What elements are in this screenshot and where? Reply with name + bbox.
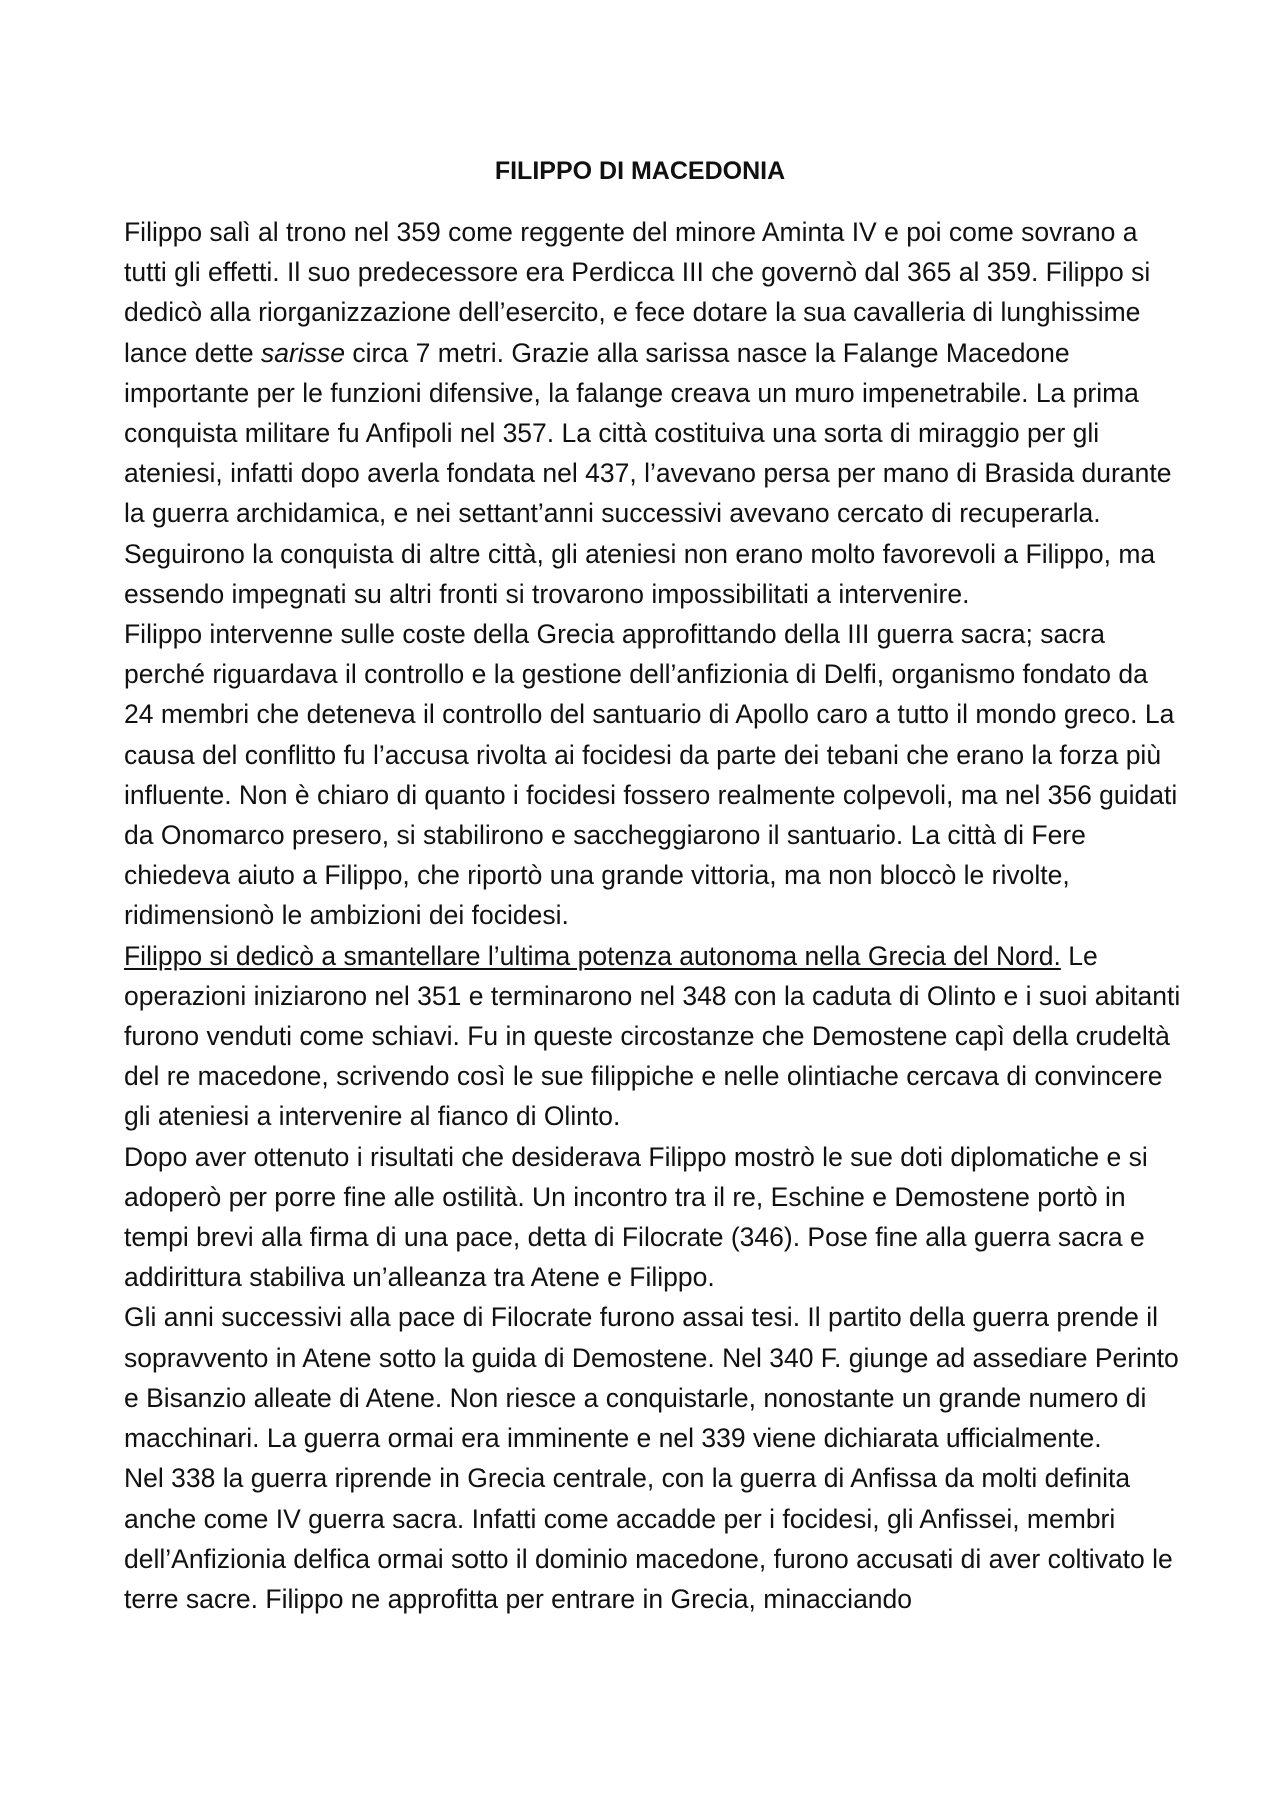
paragraph-2: Filippo intervenne sulle coste della Grecia approfittando della III guerra sacra; sacra perché riguardava il controllo e la gestione dell’anfizionia di Delfi, organismo fondato da 24 membri che deteneva il controllo del santuario di Apollo caro a tutto il mondo greco. La causa del conflitto fu l’accusa rivolta ai focidesi da parte dei tebani che erano la forza più influente. Non è chiaro di quanto i focidesi fossero realmente colpevoli, ma nel 356 guidati da Onomarco presero, si stabilirono e saccheggiarono il santuario. La città di Fere chiedeva aiuto a Filippo, che riportò una grande vittoria, ma non bloccò le rivolte, ridimensionò le ambizioni dei focidesi. bbox=[124, 619, 1178, 931]
paragraph-1-text-start: Filippo salì al trono nel 359 come reggente del minore Aminta IV e poi come sovrano a tutti gli effetti. Il suo predecessore era Perdicca III che governò dal 365 al 359. Filippo si dedicò alla riorganizzazione dell’esercito, e fece dotare la sua cavalleria di lunghissime lance dette bbox=[124, 217, 1151, 368]
paragraph-3-underlined-sentence: Filippo si dedicò a smantellare l’ultima potenza autonoma nella Grecia del Nord. bbox=[124, 940, 1061, 971]
page-title: FILIPPO DI MACEDONIA bbox=[494, 157, 786, 185]
paragraph-6: Nel 338 la guerra riprende in Grecia centrale, con la guerra di Anfissa da molti definita anche come IV guerra sacra. Infatti come accadde per i focidesi, gli Anfissei, membri dell’Anfizionia delfica ormai sotto il dominio macedone, furono accusati di aver coltivato le terre sacre. Filippo ne approfitta per entrare in Grecia, minacciando bbox=[124, 1463, 1173, 1614]
paragraph-4: Dopo aver ottenuto i risultati che desiderava Filippo mostrò le sue doti diplomatiche e si adoperò per porre fine alle ostilità. Un incontro tra il re, Eschine e Demostene portò in tempi brevi alla firma di una pace, detta di Filocrate (346). Pose fine alla guerra sacra e addirittura stabiliva un’alleanza tra Atene e Filippo. bbox=[124, 1141, 1148, 1293]
paragraph-1-italic-term: sarisse bbox=[261, 337, 345, 368]
paragraph-3-text-end: Le operazioni iniziarono nel 351 e terminarono nel 348 con la caduta di Olinto e i suoi abitanti furono venduti come schiavi. Fu in queste circostanze che Demostene capì della crudeltà del re macedone, scrivendo così le sue filippiche e nelle olintiache cercava di convincere gli ateniesi a intervenire al fianco di Olinto. bbox=[124, 940, 1181, 1132]
paragraph-3 bbox=[124, 936, 1184, 1137]
document-body bbox=[124, 212, 1184, 1619]
paragraph-1 bbox=[124, 212, 1184, 614]
paragraph-1-text-end: circa 7 metri. Grazie alla sarissa nasce la Falange Macedone importante per le funzioni difensive, la falange creava un muro impenetrabile. La prima conquista militare fu Anfipoli nel 357. La città costituiva una sorta di miraggio per gli ateniesi, infatti dopo averla fondata nel 437, l’avevano persa per mano di Brasida durante la guerra archidamica, e nei settant’anni successivi avevano cercato di recuperarla. Seguirono la conquista di altre città, gli ateniesi non erano molto favorevoli a Filippo, ma essendo impegnati su altri fronti si trovarono impossibilitati a intervenire. bbox=[124, 337, 1172, 609]
paragraph-5: Gli anni successivi alla pace di Filocrate furono assai tesi. Il partito della guerra prende il sopravvento in Atene sotto la guida di Demostene. Nel 340 F. giunge ad assediare Perinto e Bisanzio alleate di Atene. Non riesce a conquistarle, nonostante un grande numero di macchinari. La guerra ormai era imminente e nel 339 viene dichiarata ufficialmente. bbox=[124, 1302, 1179, 1454]
